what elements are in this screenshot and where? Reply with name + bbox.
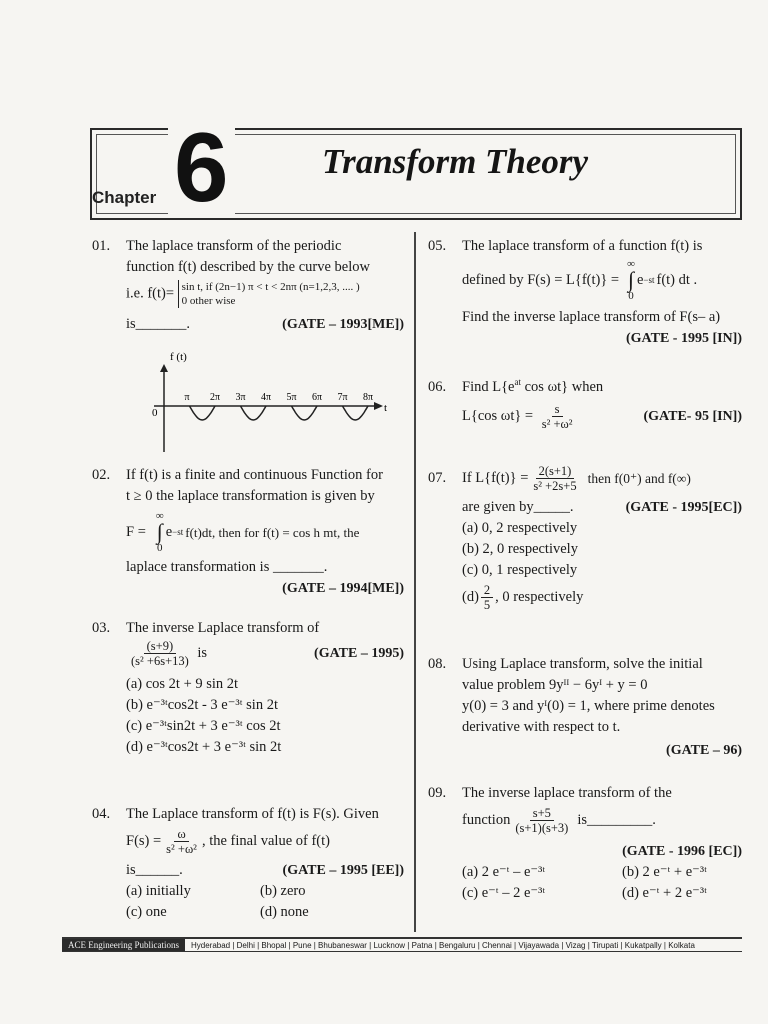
plot-tick-label: 4π bbox=[261, 392, 272, 403]
plot-tick-label: 3π bbox=[235, 392, 246, 403]
gate-tag: (GATE - 1995[EC]) bbox=[625, 500, 742, 515]
option-b: (b) zero bbox=[260, 883, 306, 899]
integral-sign-icon: ∫ bbox=[628, 267, 635, 292]
plot-ylabel: f (t) bbox=[170, 351, 187, 363]
plot-tick-label: 8π bbox=[363, 392, 374, 403]
question-05 bbox=[428, 236, 742, 349]
question-text: derivative with respect to t. bbox=[462, 719, 621, 735]
fraction: $\frac{s+5}{(s+1)(s+3)}$ bbox=[515, 806, 569, 835]
question-number: 08. bbox=[428, 656, 447, 672]
gate-tag: (GATE - 1996 [EC]) bbox=[622, 844, 742, 859]
question-number: 02. bbox=[92, 467, 111, 483]
option-c: (c) 0, 1 respectively bbox=[462, 562, 578, 578]
question-number: 04. bbox=[92, 806, 111, 822]
plot-arch bbox=[241, 406, 267, 420]
question-text: The inverse Laplace transform of bbox=[126, 620, 320, 636]
question-01 bbox=[92, 236, 404, 335]
answer-blank: is_______. bbox=[126, 316, 191, 332]
plot-origin-label: 0 bbox=[152, 407, 158, 419]
fraction: $\frac{s}{\text{s² +ω²}}$ bbox=[541, 401, 573, 431]
question-text: The laplace transform of a function f(t) is bbox=[462, 238, 703, 254]
options-list bbox=[92, 881, 404, 923]
integral-sign-icon: ∫ bbox=[156, 519, 163, 544]
question-06: 06. Find $L\{e^{at}$ cos ωt} when L{cos ωt} = $\frac{s}{\text{s² +ω²}}$ (GATE- 95 [IN]) bbox=[428, 377, 742, 431]
option-c: (c) e⁻³ᵗsin2t + 3 e⁻³ᵗ cos 2t bbox=[126, 718, 281, 734]
column-divider bbox=[414, 232, 416, 932]
footer-cities: Hyderabad | Delhi | Bhopal | Pune | Bhubaneswar | Lucknow | Patna | Bengaluru | Chennai | Vijayawada | Vizag | Tirupati | Kukatpally | Kolkata bbox=[190, 940, 695, 950]
question-number: 07. bbox=[428, 470, 447, 486]
option-d: (d) e⁻³ᵗcos2t + 3 e⁻³ᵗ sin 2t bbox=[126, 739, 282, 755]
options-list bbox=[92, 674, 404, 758]
option-d: (d) $\frac{2}{5}$ , 0 respectively bbox=[462, 583, 584, 612]
plot-xlabel: t bbox=[384, 402, 388, 414]
gate-tag: (GATE- 95 [IN]) bbox=[643, 408, 742, 424]
question-text: Find the inverse laplace transform of F(s– a) bbox=[462, 309, 721, 325]
plot-ticks bbox=[185, 392, 374, 403]
fraction: $\frac{\omega}{\text{s² +ω²}}$ bbox=[166, 827, 197, 856]
fraction: $\frac{2(s+1)}{\text{s² +2s+5}}$ bbox=[533, 464, 577, 493]
option-a: (a) 0, 2 respectively bbox=[462, 520, 578, 536]
plot-tick-label: 6π bbox=[312, 392, 323, 403]
gate-tag: (GATE - 1995 [IN]) bbox=[625, 331, 742, 346]
plot-arch bbox=[190, 406, 216, 420]
option-c: (c) one bbox=[126, 904, 167, 920]
question-08 bbox=[428, 654, 742, 761]
y-axis-arrow-icon bbox=[160, 364, 168, 372]
plot-arch bbox=[343, 406, 369, 420]
plot-tick-label: π bbox=[184, 392, 190, 403]
plot-arch bbox=[292, 406, 318, 420]
periodic-function-plot bbox=[140, 348, 400, 458]
question-text: The inverse laplace transform of the bbox=[462, 785, 672, 801]
answer-blank: are given by_____. bbox=[462, 499, 574, 515]
gate-tag: (GATE – 1995) bbox=[314, 646, 404, 661]
plot-arches bbox=[190, 406, 369, 420]
option-a: (a) initially bbox=[126, 883, 191, 899]
integral-equation: F = ∞ ∫ 0 e −st f(t)dt, then for f(t) = cos h mt, the bbox=[126, 510, 360, 554]
question-04: 04. The Laplace transform of f(t) is F(s). Given F(s) = $\frac{\omega}{\text{s² +ω²}}$ , the final value of f(t) is______. (GATE – 1995 [EE]) (a) initially (b) zero (c) one (d) none bbox=[92, 804, 404, 923]
plot-tick-label: 7π bbox=[337, 392, 348, 403]
fraction: $\frac{(s+9)}{\text{(s² +6s+13)}}$ bbox=[131, 639, 189, 668]
gate-tag: (GATE – 1995 [EE]) bbox=[282, 863, 404, 878]
question-text: If f(t) is a finite and continuous Function for bbox=[126, 467, 383, 483]
option-c: (c) e⁻ᵗ – 2 e⁻³ᵗ bbox=[462, 885, 546, 901]
option-a: (a) 2 e⁻ᵗ – e⁻³ᵗ bbox=[462, 864, 546, 880]
gate-tag: (GATE – 1994[ME]) bbox=[282, 581, 404, 596]
option-b: (b) 2, 0 respectively bbox=[462, 541, 578, 557]
options-list bbox=[428, 862, 742, 904]
piecewise-definition: i.e. f(t)= sin t, if (2n−1) π < t < 2nπ (n=1,2,3, .... ) 0 other wise bbox=[126, 281, 360, 307]
question-text: The Laplace transform of f(t) is F(s). Given bbox=[126, 806, 379, 822]
question-number: 06. bbox=[428, 378, 447, 395]
gate-tag: (GATE – 96) bbox=[666, 743, 742, 758]
option-a: (a) cos 2t + 9 sin 2t bbox=[126, 676, 239, 692]
integral-equation: defined by F(s) = L{f(t)} = ∞ ∫ 0 e −st f(t) dt . bbox=[462, 258, 698, 302]
fraction: $\frac{2}{5}$ bbox=[481, 583, 493, 612]
question-number: 05. bbox=[428, 238, 447, 254]
question-text: function f(t) described by the curve below bbox=[126, 259, 370, 275]
publisher-name: ACE Engineering Publications bbox=[62, 939, 185, 951]
question-number: 09. bbox=[428, 785, 447, 801]
question-text: Using Laplace transform, solve the initial bbox=[462, 656, 703, 672]
question-text: value problem 9yᴵᴵ − 6yᴵ + y = 0 bbox=[462, 677, 648, 693]
question-03: 03. The inverse Laplace transform of $\frac{(s+9)}{\text{(s² +6s+13)}}$ is (GATE – 1995) (a) cos 2t + 9 sin 2t (b) e⁻³ᵗcos2t - 3 e⁻³ᵗ sin 2t (c) e⁻³ᵗsin2t + 3 e⁻³ᵗ cos 2t (d) e⁻³ᵗcos2t + 3 e⁻³ᵗ sin 2t bbox=[92, 618, 404, 758]
x-axis-arrow-icon bbox=[374, 402, 383, 410]
question-text: The laplace transform of the periodic bbox=[126, 238, 342, 254]
options-list bbox=[428, 518, 742, 612]
question-02 bbox=[92, 465, 404, 599]
gate-tag: (GATE – 1993[ME]) bbox=[282, 317, 404, 332]
question-text: laplace transformation is _______. bbox=[126, 559, 328, 575]
question-text: y(0) = 3 and yᴵ(0) = 1, where prime denotes bbox=[462, 698, 715, 714]
option-b: (b) 2 e⁻ᵗ + e⁻³ᵗ bbox=[622, 864, 707, 880]
question-07: 07. If L{f(t)} = $\frac{2(s+1)}{\text{s² +2s+5}}$ then f(0⁺) and f(∞) are given by_____. (GATE - 1995[EC]) (a) 0, 2 respectively (b) 2, 0 respectively (c) 0, 1 respectively (d) $\frac{2}{5}$ , 0 respectively bbox=[428, 464, 742, 612]
option-b: (b) e⁻³ᵗcos2t - 3 e⁻³ᵗ sin 2t bbox=[126, 697, 278, 713]
page-footer bbox=[62, 937, 742, 952]
question-text: t ≥ 0 the laplace transformation is given by bbox=[126, 488, 375, 504]
option-d: (d) e⁻ᵗ + 2 e⁻³ᵗ bbox=[622, 885, 707, 901]
question-number: 03. bbox=[92, 620, 111, 636]
option-d: (d) none bbox=[260, 904, 309, 920]
question-09: 09. The inverse laplace transform of the function $\frac{s+5}{(s+1)(s+3)}$ is_________. (GATE - 1996 [EC]) (a) 2 e⁻ᵗ – e⁻³ᵗ (b) 2 e⁻ᵗ + e⁻³ᵗ (c) e⁻ᵗ – 2 e⁻³ᵗ (d) e⁻ᵗ + 2 e⁻³ᵗ bbox=[428, 783, 742, 904]
chapter-number: 6 bbox=[168, 118, 235, 216]
chapter-label: Chapter bbox=[92, 188, 157, 207]
chapter-title: Transform Theory bbox=[322, 142, 589, 181]
plot-tick-label: 2π bbox=[210, 392, 221, 403]
question-number: 01. bbox=[92, 238, 111, 254]
plot-tick-label: 5π bbox=[286, 392, 297, 403]
answer-blank: is______. bbox=[126, 862, 183, 878]
